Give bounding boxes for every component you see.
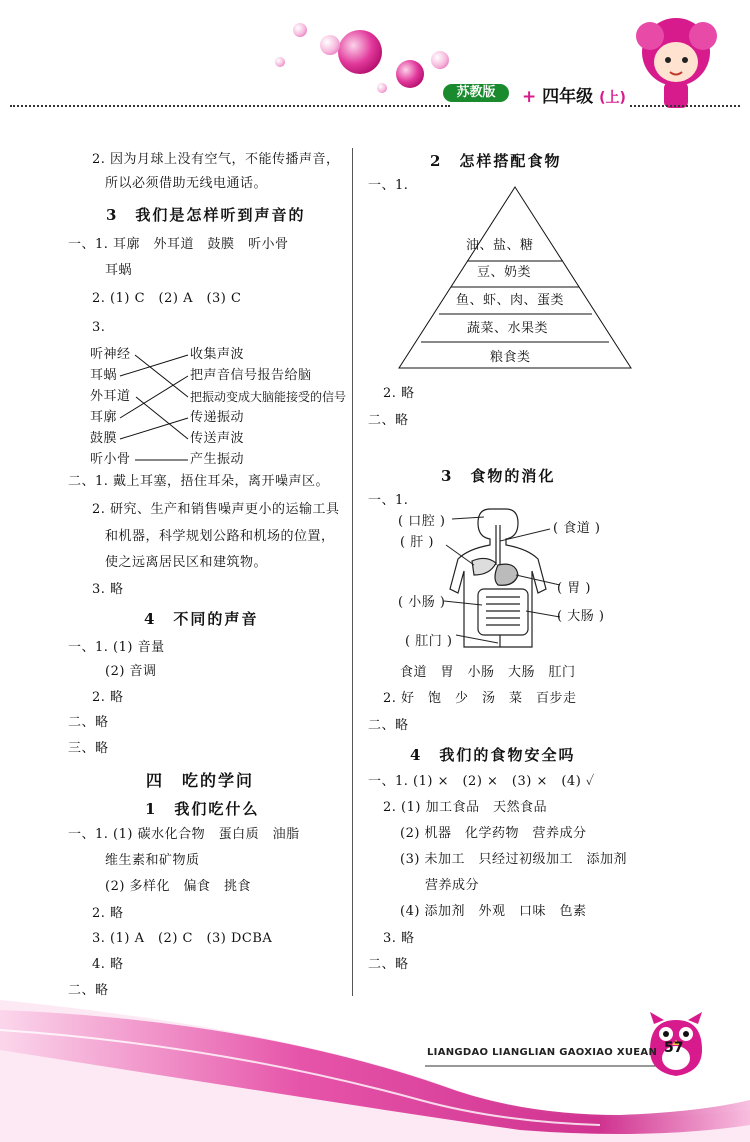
- organ-label: ( 大肠 ): [557, 609, 605, 624]
- answer-line: 耳蜗: [105, 263, 133, 278]
- answer-line: 所以必须借助无线电通话。: [105, 176, 268, 191]
- answer-line: (2) 音调: [105, 664, 157, 679]
- answer-line: 2. 略: [383, 386, 415, 401]
- answer-line: 3. (1) A (2) C (3) DCBA: [92, 931, 273, 946]
- answer-line: 和机器，科学规划公路和机场的位置，: [105, 529, 335, 544]
- answer-line: 一、1. 耳廓 外耳道 鼓膜 听小骨: [68, 237, 289, 252]
- pyramid-tier-label: 蔬菜、水果类: [467, 321, 549, 336]
- large-intestine-shape: [478, 589, 528, 635]
- stomach-shape: [495, 564, 518, 585]
- answer-line: 二、略: [68, 715, 109, 730]
- answer-line: 二、1. 戴上耳塞，捂住耳朵，离开噪声区。: [68, 474, 330, 489]
- answer-line: 2. (1) 加工食品 天然食品: [383, 800, 548, 815]
- answer-line: 一、1.: [368, 493, 409, 508]
- answer-line: 二、略: [68, 983, 109, 998]
- match-right-item: 产生振动: [190, 452, 245, 467]
- answer-line: 食道 胃 小肠 大肠 肛门: [400, 665, 576, 680]
- match-left-item: 听神经: [90, 347, 131, 362]
- pyramid-tier-label: 鱼、虾、肉、蛋类: [456, 293, 565, 308]
- bubble: [377, 83, 387, 93]
- plus-sign: +: [522, 87, 537, 107]
- answer-line: 3. 略: [383, 931, 415, 946]
- answer-line: 维生素和矿物质: [105, 853, 200, 868]
- answer-line: 三、略: [68, 741, 109, 756]
- match-left-item: 外耳道: [90, 389, 131, 404]
- answer-line: 2. 好 饱 少 汤 菜 百步走: [383, 691, 577, 706]
- answer-line: 4. 略: [92, 957, 124, 972]
- answer-line: 二、略: [368, 957, 409, 972]
- match-line: [120, 418, 188, 439]
- match-right-item: 收集声波: [190, 347, 245, 362]
- match-left-item: 耳廓: [90, 410, 118, 425]
- section-heading: 1 我们吃什么: [145, 800, 260, 818]
- answer-line: 一、1. (1) 碳水化合物 蛋白质 油脂: [68, 827, 300, 842]
- organ-label: ( 胃 ): [557, 581, 591, 596]
- answer-line: 一、1. (1) × (2) × (3) × (4) ✓: [368, 774, 595, 789]
- organ-label: ( 肝 ): [400, 535, 434, 550]
- answer-line: 一、1.: [368, 178, 409, 193]
- section-heading: 4 我们的食物安全吗: [410, 746, 576, 764]
- section-heading: 3 我们是怎样听到声音的: [106, 206, 306, 224]
- match-right-item: 把振动变成大脑能接受的信号: [190, 390, 347, 404]
- section-heading: 2 怎样搭配食物: [430, 152, 562, 170]
- match-left-item: 听小骨: [90, 452, 131, 467]
- answer-line: 二、略: [368, 718, 409, 733]
- organ-label: ( 食道 ): [553, 521, 601, 536]
- organ-label: ( 肛门 ): [405, 634, 453, 649]
- answer-line: 使之远离居民区和建筑物。: [105, 555, 268, 570]
- answer-line: 3. 略: [92, 582, 124, 597]
- section-heading: 3 食物的消化: [441, 467, 556, 485]
- digestive-system-diagram: [440, 505, 560, 655]
- bubble: [396, 60, 424, 88]
- header-dotted-rule: [630, 105, 740, 107]
- answer-line: 2. 略: [92, 690, 124, 705]
- answer-line: 3.: [92, 320, 106, 335]
- series-name: LIANGDAO LIANGLIAN GAOXIAO XUEAN: [427, 1047, 658, 1058]
- pyramid-tier-label: 油、盐、糖: [466, 238, 534, 253]
- match-left-item: 鼓膜: [90, 431, 118, 446]
- organ-label: ( 口腔 ): [398, 514, 446, 529]
- matching-lines: [0, 0, 352, 480]
- answer-line: 一、1. (1) 音量: [68, 640, 165, 655]
- match-line: [120, 355, 188, 376]
- unit-heading: 四 吃的学问: [146, 771, 255, 790]
- answer-line: (4) 添加剂 外观 口味 色素: [400, 904, 587, 919]
- answer-line: (2) 机器 化学药物 营养成分: [400, 826, 587, 841]
- small-intestine-coils: [486, 597, 520, 625]
- match-right-item: 传递振动: [190, 410, 245, 425]
- grade-main: 四年级: [542, 87, 594, 107]
- organ-label: ( 小肠 ): [398, 595, 446, 610]
- section-heading: 4 不同的声音: [144, 610, 259, 628]
- answer-line: 2. 略: [92, 906, 124, 921]
- answer-line: 二、略: [368, 413, 409, 428]
- answer-line: 2. 研究、生产和销售噪声更小的运输工具: [92, 502, 340, 517]
- page-number: 57: [664, 1040, 684, 1056]
- bubble: [431, 51, 449, 69]
- pyramid-tier-label: 豆、奶类: [477, 265, 532, 280]
- answer-line: 2. (1) C (2) A (3) C: [92, 291, 242, 306]
- footer-swoosh: [0, 990, 750, 1142]
- answer-line: (2) 多样化 偏食 挑食: [105, 879, 252, 894]
- answer-line: 营养成分: [425, 878, 480, 893]
- match-right-item: 把声音信号报告给脑: [190, 368, 312, 383]
- match-right-item: 传送声波: [190, 431, 245, 446]
- column-divider: [352, 148, 353, 996]
- grade-label: [522, 82, 626, 107]
- answer-line: (3) 未加工 只经过初级加工 添加剂: [400, 852, 628, 867]
- grade-paren: (上): [599, 90, 626, 106]
- answer-line: 2. 因为月球上没有空气，不能传播声音，: [92, 152, 340, 167]
- match-left-item: 耳蜗: [90, 368, 118, 383]
- pyramid-tier-label: 粮食类: [490, 350, 531, 365]
- liver-shape: [472, 558, 496, 575]
- edition-badge: 苏教版: [443, 84, 509, 102]
- match-line: [135, 355, 188, 397]
- mascot-girl-icon: [636, 18, 717, 108]
